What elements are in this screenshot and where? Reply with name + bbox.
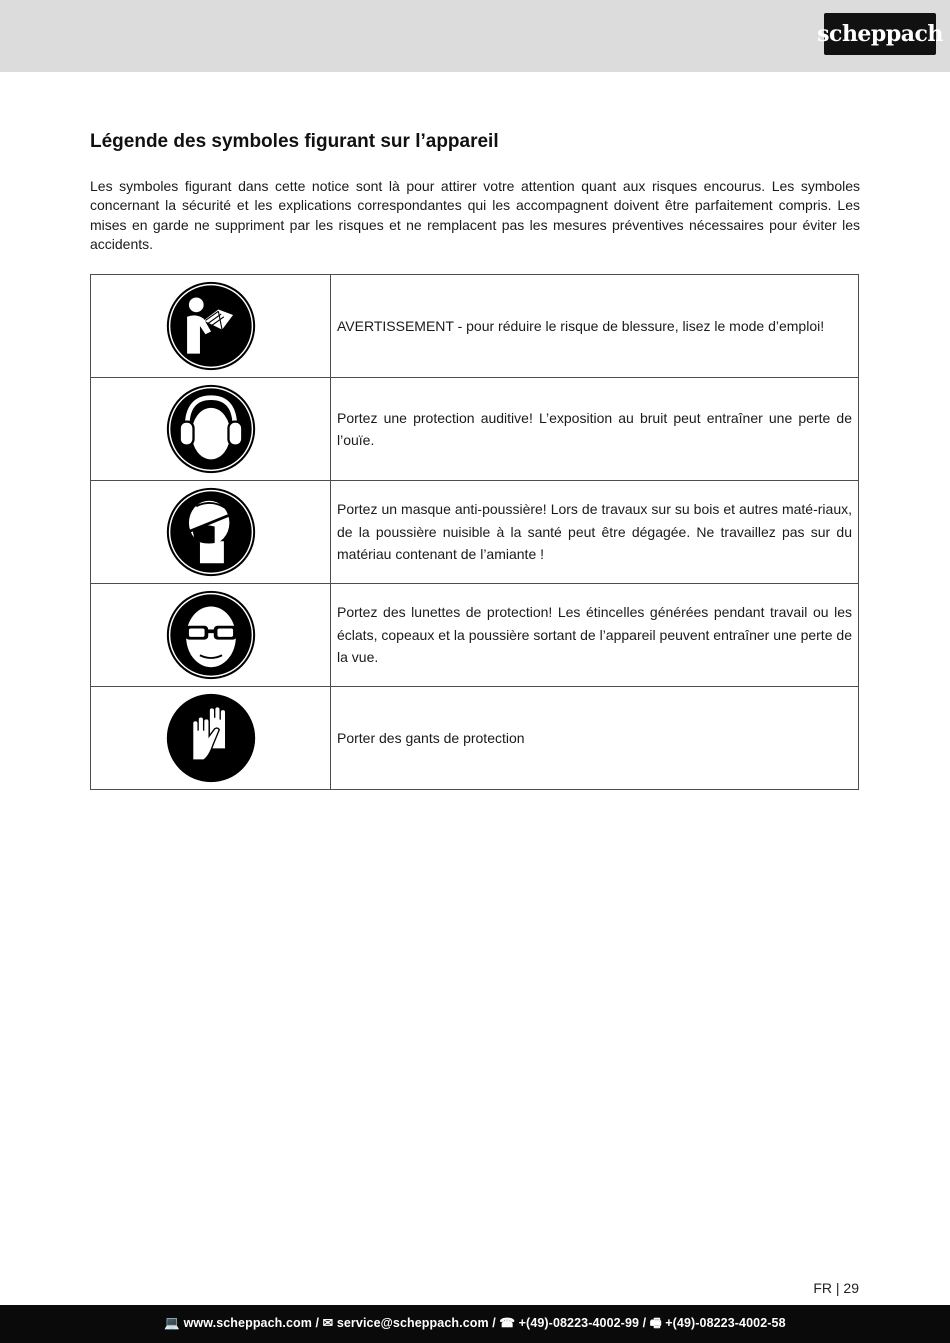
footer-contact-text: 💻 www.scheppach.com / ✉ service@scheppach.com / ☎ +(49)-08223-4002-99 / 🖷 +(49)-08223-4002-58 [164,1315,786,1330]
table-row [91,378,859,481]
icon-cell [91,584,331,687]
protective-gloves-icon [165,692,257,784]
scheppach-logo [817,13,943,55]
icon-cell [91,481,331,584]
page-number: FR | 29 [813,1280,859,1296]
ear-protection-icon [165,383,257,475]
intro-paragraph: Les symboles figurant dans cette notice sont là pour attirer votre attention quant aux risques encourus. Les symboles concernant la sécurité et les explications correspondantes qui les accompagnent doivent être parfaitement compris. Les mises en garde ne suppriment par les risques et ne remplacent pas les mesures préventives nécessaires pour éviter les accidents. [90,178,860,252]
safety-goggles-icon [165,589,257,681]
logo-text: scheppach [817,21,943,47]
page-title: Légende des symboles figurant sur l’appareil [90,131,499,152]
symbols-table [90,274,859,790]
symbol-description: Portez une protection auditive! L’exposition au bruit peut entraîner une perte de l’ouïe. [331,378,859,481]
read-manual-icon [165,280,257,372]
symbol-description: Porter des gants de protection [331,687,859,790]
symbol-description: AVERTISSEMENT - pour réduire le risque de blessure, lisez le mode d’emploi! [331,275,859,378]
symbol-description: Portez des lunettes de protection! Les étincelles générées pendant travail ou les éclats, copeaux et la poussière sortant de l’appareil peuvent entraîner une perte de la vue. [331,584,859,687]
icon-cell [91,378,331,481]
table-row [91,584,859,687]
table-row [91,481,859,584]
symbol-description: Portez un masque anti-poussière! Lors de travaux sur su bois et autres maté-riaux, de la poussière nuisible à la santé peut être dégagée. Ne travaillez pas sur du matériau contenant de l’amiante ! [331,481,859,584]
icon-cell [91,275,331,378]
table-row [91,275,859,378]
header-bar [0,0,950,72]
table-row [91,687,859,790]
icon-cell [91,687,331,790]
footer-bar [0,1305,950,1343]
dust-mask-icon [165,486,257,578]
